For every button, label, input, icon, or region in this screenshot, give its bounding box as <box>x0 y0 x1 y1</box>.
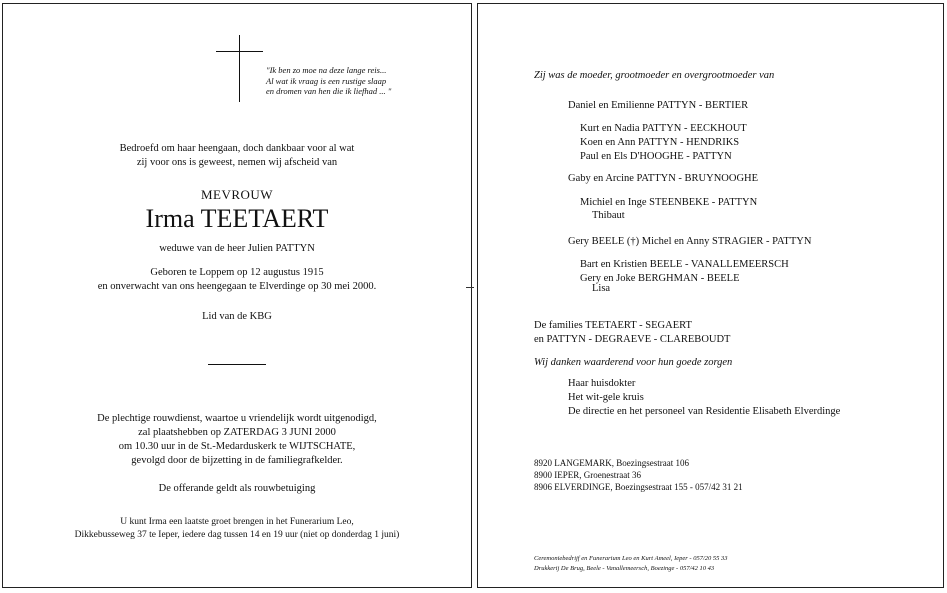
membership: Lid van de KBG <box>202 311 272 322</box>
deceased-name: Irma TEETAERT <box>145 204 329 233</box>
poem: "Ik ben zo moe na deze lange reis... Al wat ik vraag is een rustige slaap en dromen van hen die ik liefhad ... " <box>266 65 392 96</box>
birth-death: Geboren te Loppem op 12 augustus 1915 en onverwacht van ons heengegaan te Elverdinge op 30 mei 2000. <box>97 267 377 292</box>
family-group-2-parent: Gaby en Arcine PATTYN - BRUYNOOGHE <box>568 173 759 184</box>
fold-mark <box>466 287 474 288</box>
left-page <box>2 3 472 588</box>
addresses: 8920 LANGEMARK, Boezingsestraat 106 8900 IEPER, Groenestraat 36 8906 ELVERDINGE, Boezingsestraat 155 - 057/42 31 21 <box>534 458 743 492</box>
family-group-3-parent: Gery BEELE (†) Michel en Anny STRAGIER - PATTYN <box>568 236 812 247</box>
cross-icon-bar <box>216 51 263 52</box>
offering: De offerande geldt als rouwbetuiging <box>158 483 316 494</box>
relatives-heading: Zij was de moeder, grootmoeder en overgrootmoeder van <box>534 70 775 81</box>
family-group-1-parent: Daniel en Emilienne PATTYN - BERTIER <box>568 100 749 111</box>
thanks-heading: Wij danken waarderend voor hun goede zorgen <box>534 357 733 368</box>
family-group-3-children: Bart en Kristien BEELE - VANALLEMEERSCH Gery en Joke BERGHMAN - BEELE <box>580 259 789 284</box>
honorific: MEVROUW <box>200 187 274 202</box>
printer-footer: Ceremoniebedrijf en Funerarium Leo en Kurt Ameel, Ieper - 057/20 55 33 Drukkerij De Brug, Beele - Vanallemeersch, Boezinge - 057/42 10 43 <box>534 555 728 572</box>
service-info: De plechtige rouwdienst, waartoe u vriendelijk wordt uitgenodigd, zal plaatshebben op ZATERDAG 3 JUNI 2000 om 10.30 uur in de St.-Medarduskerk te WIJTSCHATE, gevolgd door de bijzetting in de familiegrafkelder. <box>97 413 377 466</box>
families: De families TEETAERT - SEGAERT en PATTYN - DEGRAEVE - CLAREBOUDT <box>534 320 731 345</box>
visit-info: U kunt Irma een laatste groet brengen in het Funerarium Leo, Dikkebusseweg 37 te Ieper, iedere dag tussen 14 en 19 uur (niet op donderdag 1 juni) <box>74 517 400 540</box>
family-group-2-child: Michiel en Inge STEENBEKE - PATTYN <box>580 197 758 208</box>
family-group-2-grandchild: Thibaut <box>592 210 625 221</box>
widow-text: weduwe van de heer Julien PATTYN <box>159 243 315 254</box>
cross-icon <box>239 35 240 102</box>
divider <box>208 364 266 365</box>
intro-text: Bedroefd om haar heengaan, doch dankbaar voor al wat zij voor ons is geweest, nemen wij afscheid van <box>119 143 355 168</box>
family-group-1-children: Kurt en Nadia PATTYN - EECKHOUT Koen en Ann PATTYN - HENDRIKS Paul en Els D'HOOGHE - PATTYN <box>580 123 747 162</box>
right-page <box>477 3 944 588</box>
thanks-list: Haar huisdokter Het wit-gele kruis De directie en het personeel van Residentie Elisabeth Elverdinge <box>568 378 841 417</box>
family-group-3-grandchild: Lisa <box>592 283 611 294</box>
